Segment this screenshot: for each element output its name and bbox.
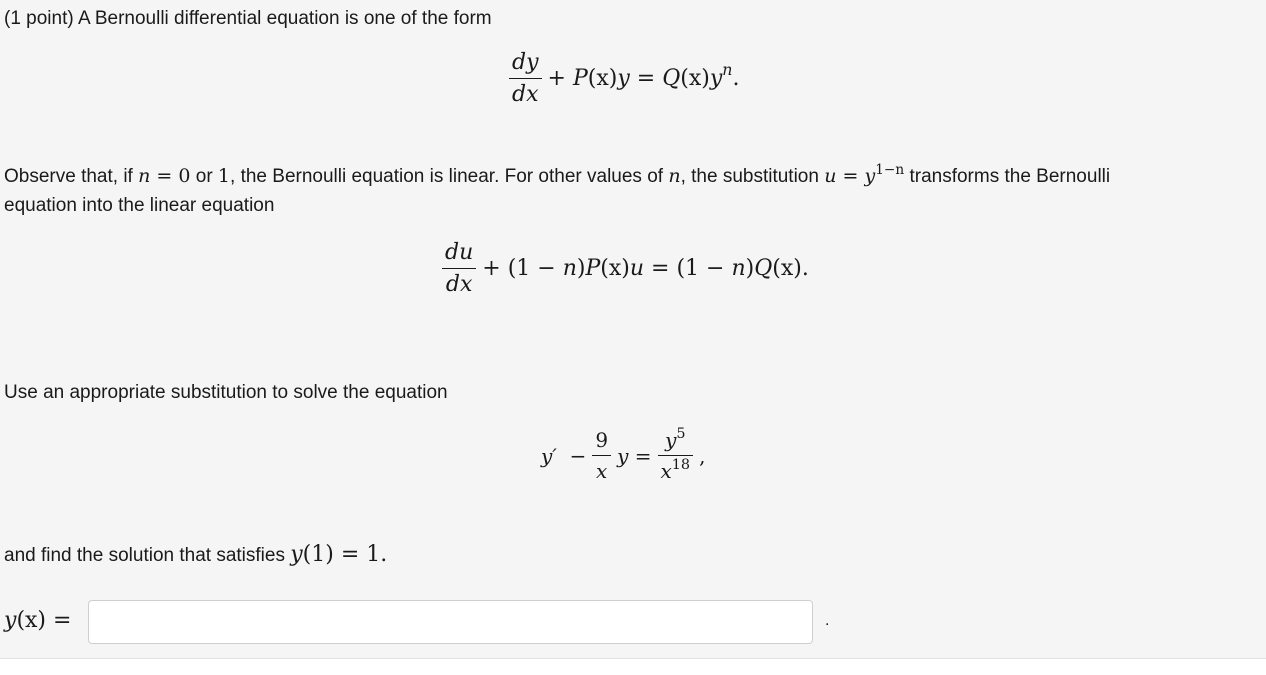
y-var: y xyxy=(617,443,629,468)
fraction-numerator xyxy=(662,428,688,455)
plus-sign: + xyxy=(547,66,566,91)
close-paren: ) xyxy=(745,256,755,281)
numerator-exponent: 5 xyxy=(676,426,686,443)
y-prime: y′ xyxy=(541,443,557,468)
dy-dx-fraction xyxy=(509,50,542,107)
p-argument: (x) xyxy=(600,256,630,281)
intro-text: A Bernoulli differential equation is one of the form xyxy=(77,8,492,29)
given-equation xyxy=(541,428,705,483)
u-var: u xyxy=(824,165,837,187)
denominator-exponent: 18 xyxy=(671,457,691,474)
find-text: and find the solution that satisfies xyxy=(4,545,291,566)
x-argument: (x) xyxy=(16,608,47,633)
p-argument: (x) xyxy=(587,66,618,91)
n-var: n xyxy=(562,256,577,281)
equals-sign: = xyxy=(46,608,72,633)
answer-label xyxy=(4,606,71,636)
fraction-numerator: 9 xyxy=(595,428,609,452)
trailing-period: . xyxy=(825,612,830,629)
period: . xyxy=(801,256,809,281)
minus-sign: − xyxy=(569,443,587,468)
observe-line-1 xyxy=(4,161,1110,193)
or-text: or xyxy=(190,166,218,187)
n-var: n xyxy=(731,256,746,281)
fraction-denominator: dx xyxy=(445,272,473,297)
period: . xyxy=(380,542,388,567)
p-function: P xyxy=(572,66,588,91)
y-var: y xyxy=(4,608,17,633)
one-value: 1 xyxy=(217,165,231,187)
linear-equation xyxy=(436,240,809,297)
equals-paren: = (1 − xyxy=(644,256,732,281)
q-argument: (x) xyxy=(772,256,802,281)
observe-text-2: , the Bernoulli equation is linear. For other values of xyxy=(230,166,669,187)
n-var: n xyxy=(138,165,151,187)
fraction-denominator: dx xyxy=(512,82,539,107)
find-line xyxy=(4,540,387,571)
numerator-base: y xyxy=(665,428,677,452)
observe-text-3: , the substitution xyxy=(680,166,825,187)
observe-line-2: equation into the linear equation xyxy=(4,195,275,216)
bernoulli-equation xyxy=(503,50,739,107)
plus-paren: + (1 − xyxy=(482,256,563,281)
y-var: y xyxy=(290,542,303,567)
initial-value: 1 xyxy=(366,542,381,567)
y-argument: (1) xyxy=(302,542,334,567)
comma: , xyxy=(699,443,706,468)
y-var: y xyxy=(617,66,630,91)
denominator-base: x xyxy=(660,459,672,483)
period: . xyxy=(732,66,740,91)
q-function: Q xyxy=(662,66,681,91)
y-var-power: y xyxy=(709,66,723,91)
fraction-denominator xyxy=(658,456,694,483)
q-function: Q xyxy=(754,256,773,281)
nine-over-x-fraction xyxy=(592,428,611,483)
u-var: u xyxy=(629,256,645,281)
fraction-denominator: x xyxy=(596,459,608,483)
fraction-numerator: dy xyxy=(512,50,539,75)
close-paren: ) xyxy=(576,256,586,281)
exponent-n: n xyxy=(722,59,733,79)
answer-input[interactable] xyxy=(88,600,813,644)
n-var: n xyxy=(668,165,681,187)
p-function: P xyxy=(585,256,601,281)
du-dx-fraction xyxy=(442,240,476,297)
points-label: (1 point) xyxy=(4,8,74,29)
exponent-one-minus-n: 1−n xyxy=(875,161,905,178)
fraction-numerator: du xyxy=(445,240,474,265)
equals-sign: = xyxy=(836,165,865,187)
observe-text-1: Observe that, if xyxy=(4,166,139,187)
y-var: y xyxy=(864,165,876,187)
observe-text-4: transforms the Bernoulli xyxy=(904,166,1111,187)
equals-sign: = xyxy=(636,66,656,91)
equals-sign: = xyxy=(150,165,179,187)
q-argument: (x) xyxy=(680,66,710,91)
y5-over-x18-fraction xyxy=(658,428,694,483)
equals-sign: = xyxy=(333,542,367,567)
equals-sign: = xyxy=(634,443,652,468)
intro-line xyxy=(4,4,492,34)
zero-value: 0 xyxy=(178,165,191,187)
use-line: Use an appropriate substitution to solve the equation xyxy=(4,382,448,403)
